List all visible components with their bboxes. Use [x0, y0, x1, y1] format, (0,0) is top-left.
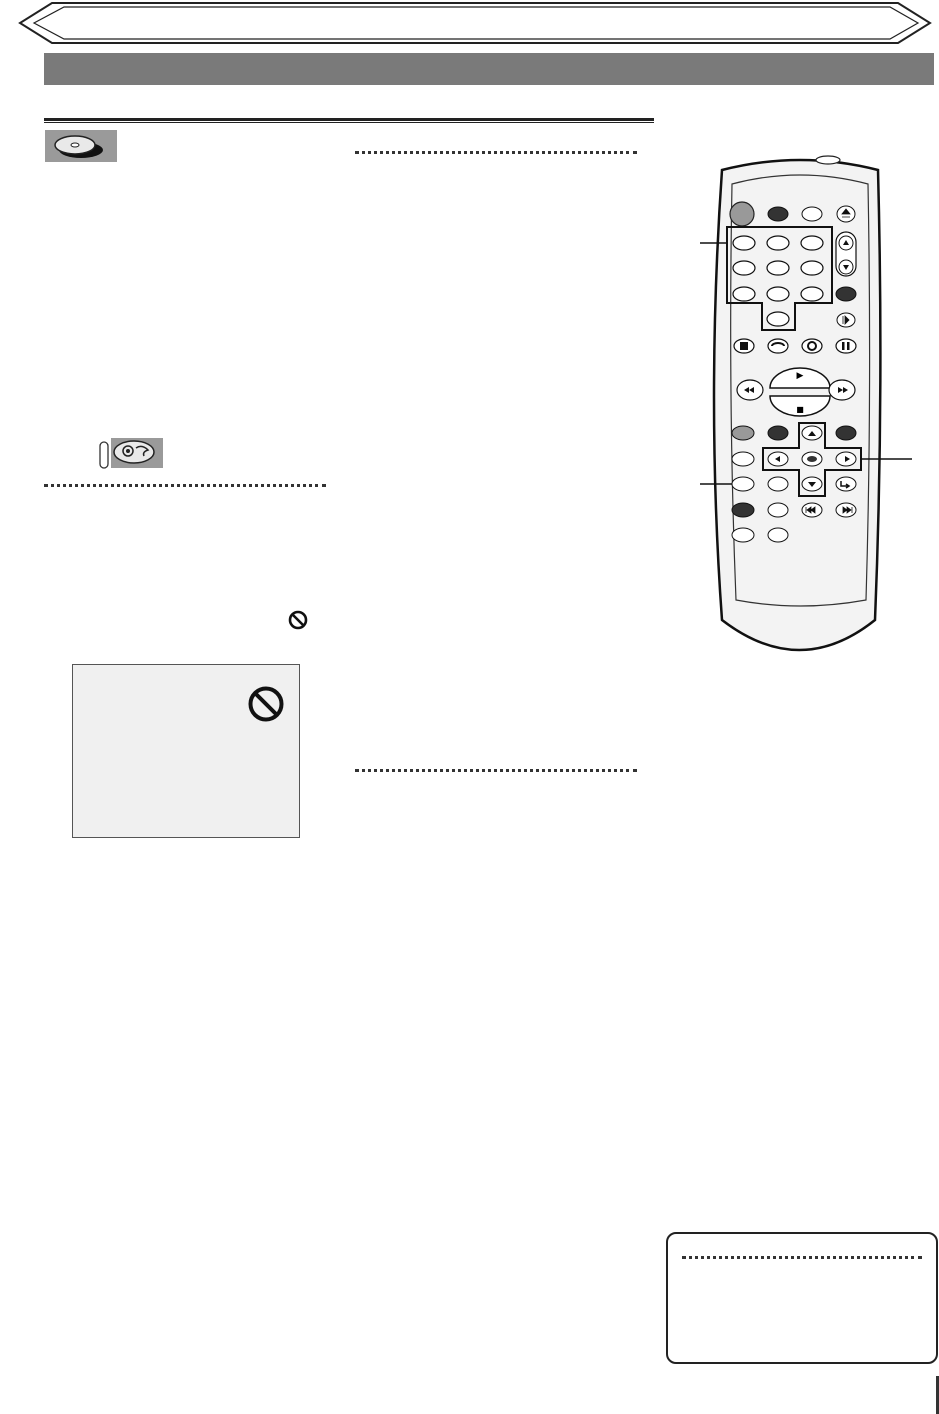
- vcd-disc-icon: [98, 438, 164, 470]
- section-header-bar: [44, 53, 934, 85]
- dotted-separator-middle-lower: [355, 769, 637, 772]
- dvd-disc-icon: [45, 130, 117, 162]
- dotted-separator-top-middle: [355, 151, 637, 154]
- note-box-dotted-header: [682, 1256, 922, 1259]
- remote-control-illustration: [690, 150, 939, 670]
- osd-example-screen: [72, 664, 300, 838]
- dotted-separator-left: [44, 484, 326, 487]
- prohibited-icon: [288, 610, 308, 630]
- page-title-banner: [0, 0, 939, 46]
- play-glyph: ▶: [796, 371, 804, 381]
- stop-glyph: ■: [796, 405, 804, 414]
- section-divider: [44, 118, 654, 123]
- note-box: [666, 1232, 938, 1364]
- prohibited-icon: [247, 685, 285, 723]
